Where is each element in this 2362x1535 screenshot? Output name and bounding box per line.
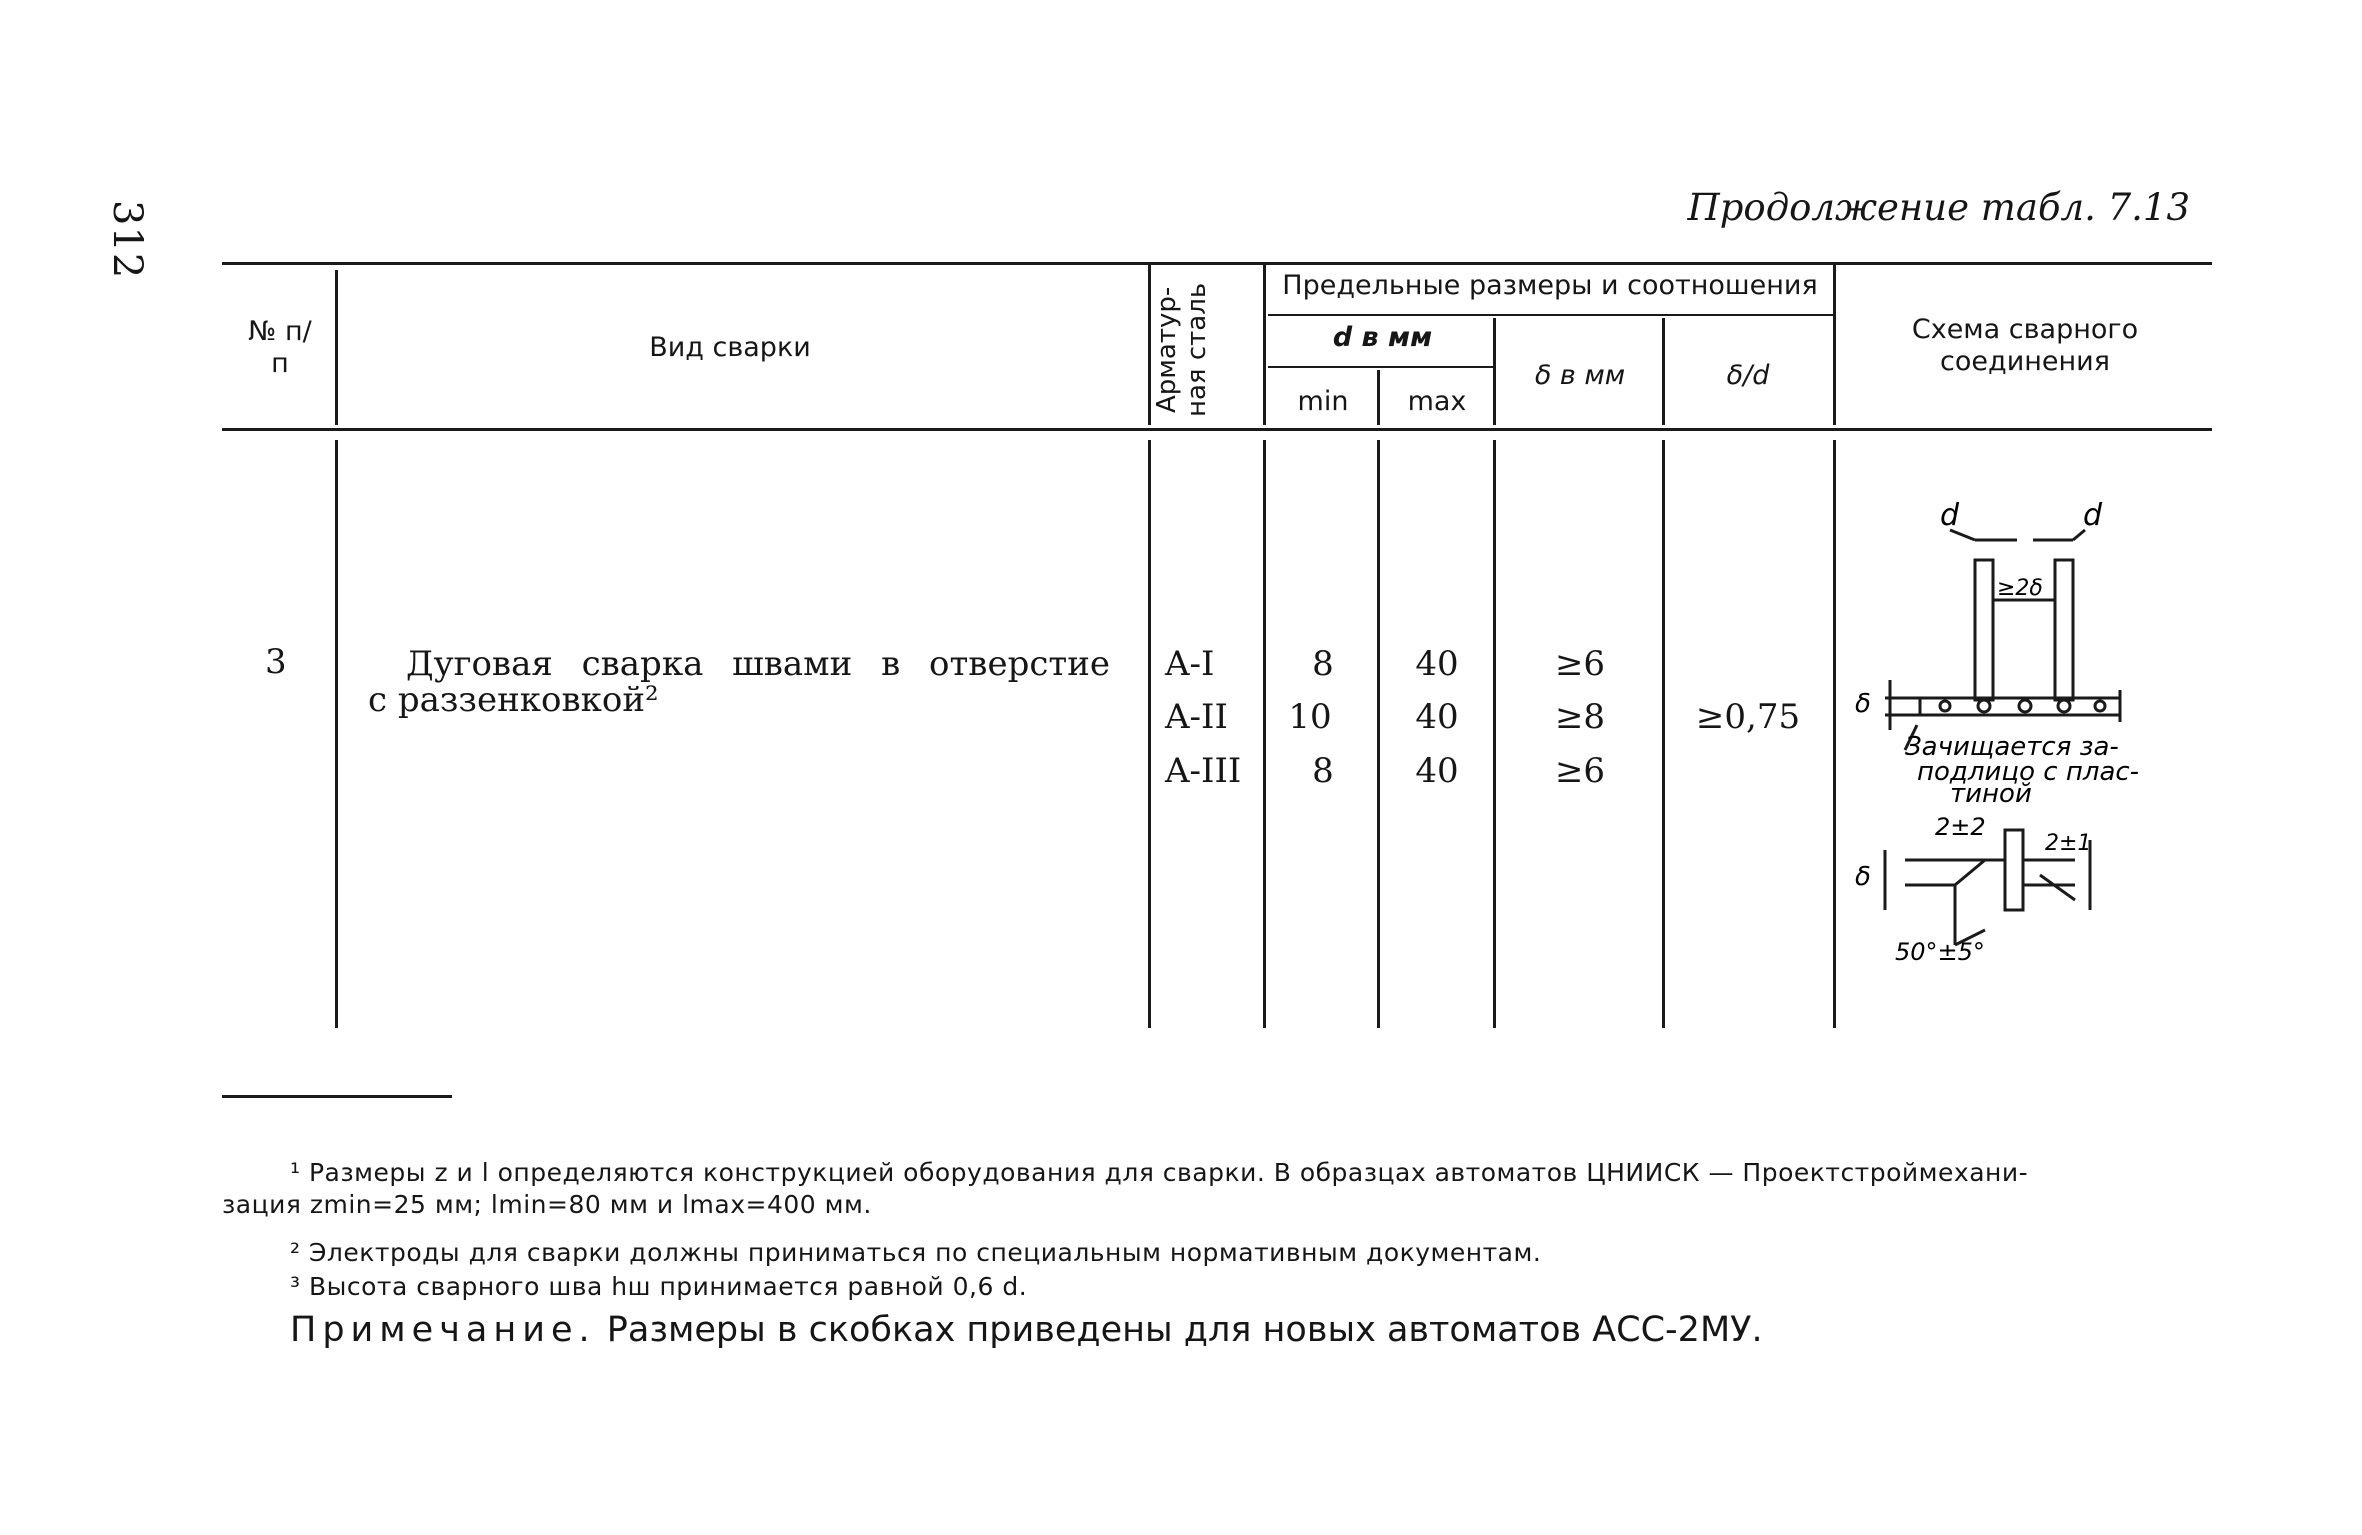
col-rule-6-body: [1662, 440, 1665, 1028]
scheme-note-1: Зачищается за-: [1905, 732, 2119, 762]
col-rule-7-body: [1833, 440, 1836, 1028]
row-delta-1: ≥6: [1554, 644, 1606, 684]
row-steel-1: A-I: [1165, 644, 1215, 684]
row-steel-2: A-II: [1165, 697, 1228, 737]
col-rule-4-body: [1377, 440, 1380, 1028]
header-bottom-rule: [222, 428, 2212, 431]
row-dmax-2: 40: [1415, 697, 1459, 737]
weld-scheme-diagram: [1845, 490, 2185, 990]
header-num: № п/п: [248, 316, 312, 379]
d-subrule: [1268, 366, 1496, 368]
header-steel: Арматур-ная сталь: [1152, 282, 1212, 418]
col-rule-5-body: [1493, 440, 1496, 1028]
footnote-1-line1: ¹ Размеры z и l определяются конструкцией оборудования для сварки. В образцах автоматов ЦНИИСК — Проектстроймехани-: [290, 1158, 2029, 1187]
header-limits: Предельные размеры и соотношения: [1282, 270, 1818, 301]
footnote-rule: [222, 1095, 452, 1098]
header-min: min: [1297, 386, 1349, 417]
row-num: 3: [265, 642, 287, 682]
col-rule-1-hdr: [335, 270, 338, 425]
scheme-angle: 50°±5°: [1895, 938, 1985, 966]
note-label: Примечание.: [290, 1310, 596, 1350]
scheme-dim-side: 2±1: [2045, 831, 2092, 856]
footnote-3: ³ Высота сварного шва hш принимается равной 0,6 d.: [290, 1272, 1028, 1301]
scheme-dim-top: 2±2: [1935, 813, 1986, 841]
header-delta-d: δ/d: [1726, 360, 1770, 391]
col-rule-2-hdr: [1148, 265, 1151, 425]
header-d-mm: d в мм: [1332, 322, 1433, 353]
scheme-d-right: d: [2083, 498, 2103, 533]
row-dmin-1: 8: [1312, 644, 1334, 684]
header-kind: Вид сварки: [649, 332, 811, 363]
col-rule-6-hdr: [1662, 318, 1665, 425]
table-caption: Продолжение табл. 7.13: [1687, 186, 2190, 229]
row-delta-d: ≥0,75: [1695, 697, 1801, 737]
page-number: 312: [104, 200, 150, 280]
footnote-2: ² Электроды для сварки должны приниматься по специальным нормативным документам.: [290, 1238, 1542, 1267]
scheme-gap: ≥2δ: [1997, 576, 2043, 601]
row-dmax-1: 40: [1415, 644, 1459, 684]
col-rule-2-body: [1148, 440, 1151, 1028]
row-dmax-3: 40: [1415, 751, 1459, 791]
header-delta-mm: δ в мм: [1534, 360, 1626, 391]
scheme-d-left: d: [1940, 498, 1960, 533]
note-text: Размеры в скобках приведены для новых автоматов АСС-2МУ.: [606, 1310, 1763, 1350]
row-kind-line2: с раззенковкой²: [368, 680, 659, 720]
table-note: [290, 1310, 1763, 1350]
row-delta-3: ≥6: [1554, 751, 1606, 791]
row-dmin-2: 10: [1288, 697, 1332, 737]
scheme-delta-top: δ: [1855, 689, 1871, 719]
scheme-note-3: тиной: [1950, 779, 2032, 809]
table-top-rule: [222, 262, 2212, 265]
col-rule-3-hdr: [1263, 265, 1266, 425]
header-max: max: [1407, 386, 1467, 417]
col-rule-7-hdr: [1833, 265, 1836, 425]
row-steel-3: A-III: [1165, 751, 1242, 791]
header-scheme: Схема сварного соединения: [1911, 314, 2139, 377]
scheme-note-2: подлицо с плас-: [1917, 757, 2140, 787]
limits-subrule: [1268, 314, 1833, 316]
footnote-1-line2: зация zmin=25 мм; lmin=80 мм и lmax=400 мм.: [222, 1190, 872, 1219]
scheme-delta-bottom: δ: [1855, 862, 1871, 892]
col-rule-1-body: [335, 440, 338, 1028]
row-dmin-3: 8: [1312, 751, 1334, 791]
row-kind-line1: Дуговая сварка швами в отверстие: [406, 644, 1110, 684]
row-delta-2: ≥8: [1554, 697, 1606, 737]
